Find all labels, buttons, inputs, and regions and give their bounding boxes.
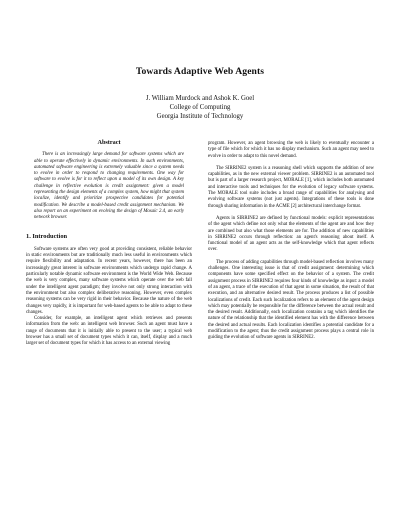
- right-column: [208, 141, 374, 342]
- introduction-heading: 1. Introduction: [26, 232, 68, 240]
- introduction-paragraph-2: Consider, for example, an intelligent agent which retrieves and presents information from the web: an intelligent web browser. Such an agent must have a range of documents that it is initially able to present to the user; a typical web browser has a small set of document types which it can, itself, display and a much larger set of document types for which it has access to an external viewing: [26, 316, 192, 347]
- right-paragraph-4: The process of adding capabilities through model-based reflection involves many challenges. One interesting issue is that of credit assignment: determining which components have some specified effect on the behavior of a system. The credit assignment process in SIRRINE2 requires four kinds of knowledge as input: a model of an agent, a trace of the execution of that agent in some situation, the result of that execution, and an alternative desired result. The process produces a list of possible localizations of credit. Each such localization refers to an element of the agent design which may potentially be responsible for the difference between the actual result and the desired result. Additionally, each localization contains a tag which identifies the nature of the relationship that the identified element has with the difference between the desired and actual results. Each localization identifies a potential candidate for a modification to the agent; thus the credit assignment process plays a central role in guiding the evolution of software agents in SIRRINE2.: [208, 259, 374, 341]
- author-affiliation: College of Computing: [169, 104, 231, 112]
- author-block: [0, 94, 400, 122]
- left-column: [26, 140, 192, 348]
- right-paragraph-1: program. However, an agent browsing the web is likely to eventually encounter a type of file which for which it has no display mechanism. Such an agent may need to evolve in order to adapt to this novel demand.: [208, 141, 374, 159]
- right-paragraph-3: Agents in SIRRINE2 are defined by functional models: explicit representations of the agent which define not only what the elements of the agent are and how they are combined but also what those elements are for. The addition of new capabilities in SIRRINE2 occurs through reflection: an agent's reasoning about itself. A functional model of an agent acts as the self-knowledge which that agent reflects over.: [208, 215, 374, 253]
- right-paragraph-2: The SIRRINE2 system is a reasoning shell which supports the addition of new capabilities, as in the new external viewer problem. SIRRINE2 is an automated tool but is part of a larger research project, MORALE [1], which includes both automated and interactive tools and techniques for the evolution of legacy software systems. The MORALE tool suite includes a broad range of capabilities for analysing and evolving software systems (not just agents). Integrations of these tools is done through sharing information in the ACME [2] architectural interchange format.: [208, 165, 374, 209]
- author-names: J. William Murdock and Ashok K. Goel: [145, 95, 255, 102]
- introduction-paragraph-1: Software systems are often very good at providing consistent, reliable behavior in static environments but are traditionally much less useful in environments which require flexibility and adaptation. In recent years, however, there has been an increasingly great interest in software environments which undergo rapid change. A particularly notable dynamic software environment is the World Wide Web. Because the web is very complex, many software systems which operate over the web fall under the intelligent agent paradigm; they involve not only strong interaction with the environment but also complex deliberative reasoning. However, even complex reasoning systems can be very rigid in their behavior. Because the nature of the web changes very rapidly, it is important for web-based agents to be able to adapt to these changes.: [26, 246, 192, 315]
- paper-title: Towards Adaptive Web Agents: [135, 66, 265, 77]
- abstract-text: There is an increasingly large demand for software systems which are able to operate effectively in dynamic environments. In such environments, automated software engineering is extremely valuable since a system needs to evolve in order to respond to changing requirements. One way for software to evolve is for it to reflect upon a model of its own design. A key challenge in reflective evolution is credit assignment: given a model representing the design elements of a complex system, how might that system localize, identify and prioritize prospective candidates for potential modification. We describe a model-based credit assignment mechanism. We also report on an experiment on evolving the design of Mosaic 2.4, an early network browser.: [34, 152, 184, 221]
- author-institution: Georgia Institute of Technology: [156, 113, 244, 121]
- abstract-heading: Abstract: [97, 139, 121, 146]
